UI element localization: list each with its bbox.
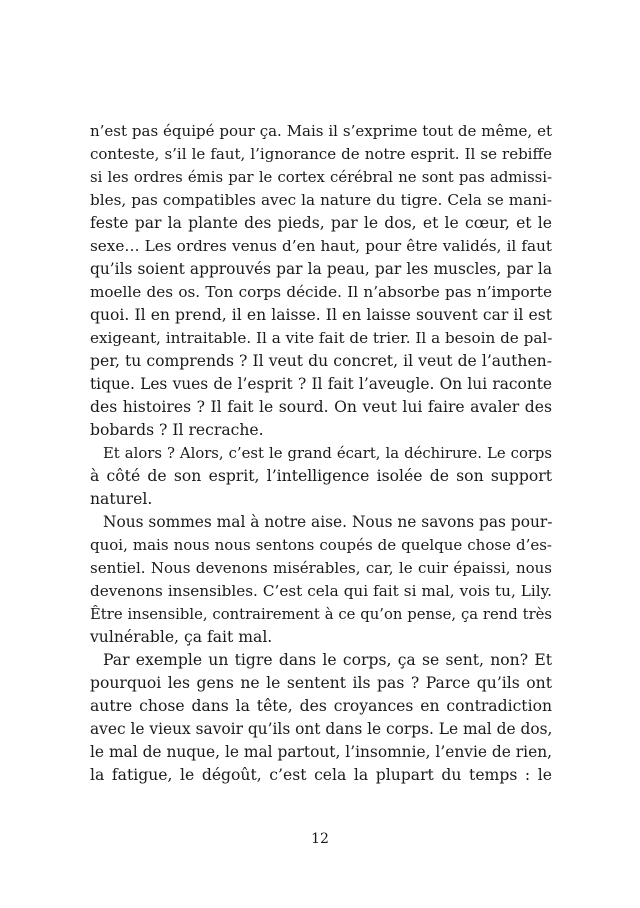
text-line: sexe… Les ordres venus d’en haut, pour être validés, il faut <box>90 237 552 255</box>
text-line: le mal de nuque, le mal partout, l’insomnie, l’envie de rien, <box>90 743 552 761</box>
text-line: per, tu comprends ? Il veut du concret, il veut de l’authen- <box>90 352 552 370</box>
text-line: moelle des os. Ton corps décide. Il n’absorbe pas n’importe <box>90 283 552 301</box>
text-line: à côté de son esprit, l’intelligence isolée de son support <box>90 467 552 485</box>
text-line: quoi. Il en prend, il en laisse. Il en laisse souvent car il est <box>90 306 552 324</box>
text-line: bobards ? Il recrache. <box>90 421 264 439</box>
text-line: vulnérable, ça fait mal. <box>90 628 273 646</box>
page-body <box>90 120 552 787</box>
text-line: si les ordres émis par le cortex cérébral ne sont pas admissi- <box>90 169 552 186</box>
text-line: la fatigue, le dégoût, c’est cela la plupart du temps : le <box>90 766 552 784</box>
text-line: quoi, mais nous nous sentons coupés de quelque chose d’es- <box>90 536 552 554</box>
text-line: autre chose dans la tête, des croyances en contradiction <box>90 697 552 715</box>
text-line: pourquoi les gens ne le sentent ils pas ? Parce qu’ils ont <box>90 674 552 692</box>
text-line: qu’ils soient approuvés par la peau, par les muscles, par la <box>90 260 552 278</box>
text-line: Nous sommes mal à notre aise. Nous ne savons pas pour- <box>103 513 553 531</box>
text-line: feste par la plante des pieds, par le dos, et le cœur, et le <box>90 214 552 232</box>
text-line: tique. Les vues de l’esprit ? Il fait l’aveugle. On lui raconte <box>90 375 552 393</box>
text-line: conteste, s’il le faut, l’ignorance de notre esprit. Il se rebiffe <box>90 145 552 163</box>
text-line: naturel. <box>90 490 153 508</box>
text-line: devenons insensibles. C’est cela qui fait si mal, vois tu, Lily. <box>90 582 552 600</box>
text-line: avec le vieux savoir qu’ils ont dans le corps. Le mal de dos, <box>90 720 553 738</box>
text-line: des histoires ? Il fait le sourd. On veut lui faire avaler des <box>90 398 552 416</box>
text-line: exigeant, intraitable. Il a vite fait de trier. Il a besoin de pal- <box>90 329 553 347</box>
page-number: 12 <box>311 831 329 847</box>
text-line: n’est pas équipé pour ça. Mais il s’exprime tout de même, et <box>90 122 552 140</box>
text-line: bles, pas compatibles avec la nature du tigre. Cela se mani- <box>90 191 552 209</box>
text-line: Être insensible, contrairement à ce qu’on pense, ça rend très <box>90 606 552 623</box>
text-line: sentiel. Nous devenons misérables, car, le cuir épaissi, nous <box>90 559 552 577</box>
text-line: Par exemple un tigre dans le corps, ça se sent, non? Et <box>103 651 552 669</box>
text-line: Et alors ? Alors, c’est le grand écart, la déchirure. Le corps <box>103 445 552 462</box>
